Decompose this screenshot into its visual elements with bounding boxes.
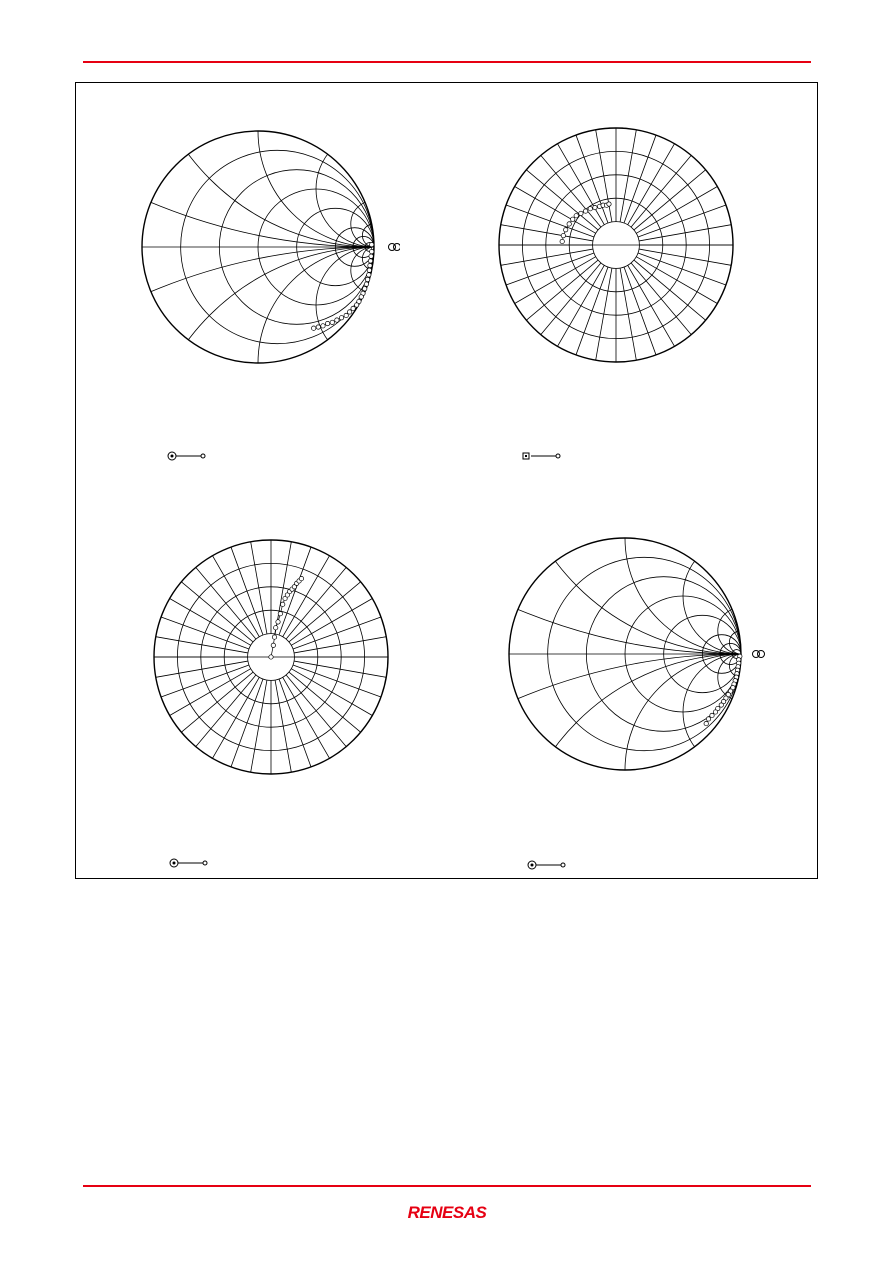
data-point: [368, 259, 372, 263]
data-point: [719, 703, 723, 707]
angle-spoke: [294, 637, 386, 653]
legend-start-dot: [531, 864, 534, 867]
angle-spoke: [294, 661, 386, 677]
data-point: [299, 576, 303, 580]
angle-spoke: [293, 665, 381, 697]
data-point: [271, 643, 275, 647]
data-point: [706, 717, 710, 721]
data-point: [281, 602, 285, 606]
legend-start-dot: [171, 455, 174, 458]
footer-rule: [83, 1185, 811, 1187]
data-point: [369, 249, 373, 253]
data-point: [278, 612, 282, 616]
logo-text: RENESAS: [407, 1203, 487, 1222]
legend-end-marker: [203, 861, 207, 865]
angle-spoke: [624, 135, 656, 223]
smith-chart-1: [140, 127, 400, 369]
data-point: [325, 321, 329, 325]
data-point: [354, 303, 358, 307]
data-point: [276, 620, 280, 624]
data-point: [574, 214, 578, 218]
data-point: [369, 242, 373, 246]
angle-spoke: [501, 225, 593, 241]
angle-spoke: [231, 679, 263, 767]
angle-spoke: [279, 547, 311, 635]
data-point: [583, 209, 587, 213]
legend-end-marker: [561, 863, 565, 867]
data-point: [713, 710, 717, 714]
angle-spoke: [620, 268, 636, 360]
infinity-marker: [394, 244, 401, 251]
angle-spoke: [576, 267, 608, 355]
data-point: [368, 263, 372, 267]
angle-spoke: [506, 253, 594, 285]
data-point: [351, 306, 355, 310]
data-point: [567, 222, 571, 226]
angle-spoke: [638, 205, 726, 237]
data-point: [588, 207, 592, 211]
smith-grid: [500, 535, 770, 775]
smith-grid: [140, 127, 400, 369]
angle-spoke: [161, 665, 249, 697]
data-point: [365, 277, 369, 281]
data-point: [607, 202, 611, 206]
reactance-arc: [625, 535, 770, 654]
data-point: [273, 626, 277, 630]
angle-spoke: [501, 249, 593, 265]
angle-spoke: [161, 617, 249, 649]
header-rule: [83, 61, 811, 63]
data-point: [344, 313, 348, 317]
legend-marker-2: [521, 449, 565, 463]
data-point: [363, 287, 367, 291]
legend-start-dot: [173, 862, 176, 865]
polar-chart-2: [492, 127, 742, 369]
data-point: [704, 721, 708, 725]
angle-spoke: [638, 253, 726, 285]
polar-grid: [499, 128, 733, 362]
angle-spoke: [231, 547, 263, 635]
angle-spoke: [639, 225, 731, 241]
reactance-arc: [625, 654, 770, 775]
angle-spoke: [275, 680, 291, 772]
data-point: [579, 211, 583, 215]
data-point: [571, 217, 575, 221]
data-point: [367, 273, 371, 277]
reactance-arc: [500, 654, 770, 775]
angle-spoke: [279, 679, 311, 767]
legend-marker-4: [526, 858, 570, 872]
reactance-arc: [258, 247, 400, 369]
polar-chart-3: [149, 535, 393, 779]
data-point: [269, 655, 273, 659]
data-point: [272, 635, 276, 639]
angle-spoke: [156, 637, 248, 653]
reactance-arc: [683, 654, 770, 770]
data-point: [359, 295, 363, 299]
angle-spoke: [251, 680, 267, 772]
data-point: [321, 324, 325, 328]
data-point: [347, 310, 351, 314]
legend-end-marker: [556, 454, 560, 458]
data-point: [561, 233, 565, 237]
angle-spoke: [624, 267, 656, 355]
data-point: [330, 320, 334, 324]
data-point: [367, 268, 371, 272]
angle-spoke: [639, 249, 731, 265]
angle-spoke: [293, 617, 381, 649]
data-point: [364, 282, 368, 286]
legend-start-dot: [525, 455, 527, 457]
legend-marker-3: [168, 856, 212, 870]
data-point: [335, 318, 339, 322]
data-point: [710, 713, 714, 717]
angle-spoke: [251, 542, 267, 634]
angle-spoke: [596, 268, 612, 360]
renesas-logo: [392, 1201, 502, 1223]
data-point: [563, 228, 567, 232]
data-point: [560, 239, 564, 243]
data-point: [316, 325, 320, 329]
angle-spoke: [156, 661, 248, 677]
legend-end-marker: [201, 454, 205, 458]
data-point: [339, 316, 343, 320]
angle-spoke: [506, 205, 594, 237]
data-point: [593, 205, 597, 209]
infinity-marker: [758, 651, 765, 658]
legend-marker-1: [166, 449, 210, 463]
reactance-arc: [683, 538, 770, 654]
angle-spoke: [620, 130, 636, 222]
smith-chart-4: [500, 535, 770, 775]
data-point: [369, 254, 373, 258]
reactance-arc: [258, 127, 400, 247]
data-point: [311, 326, 315, 330]
